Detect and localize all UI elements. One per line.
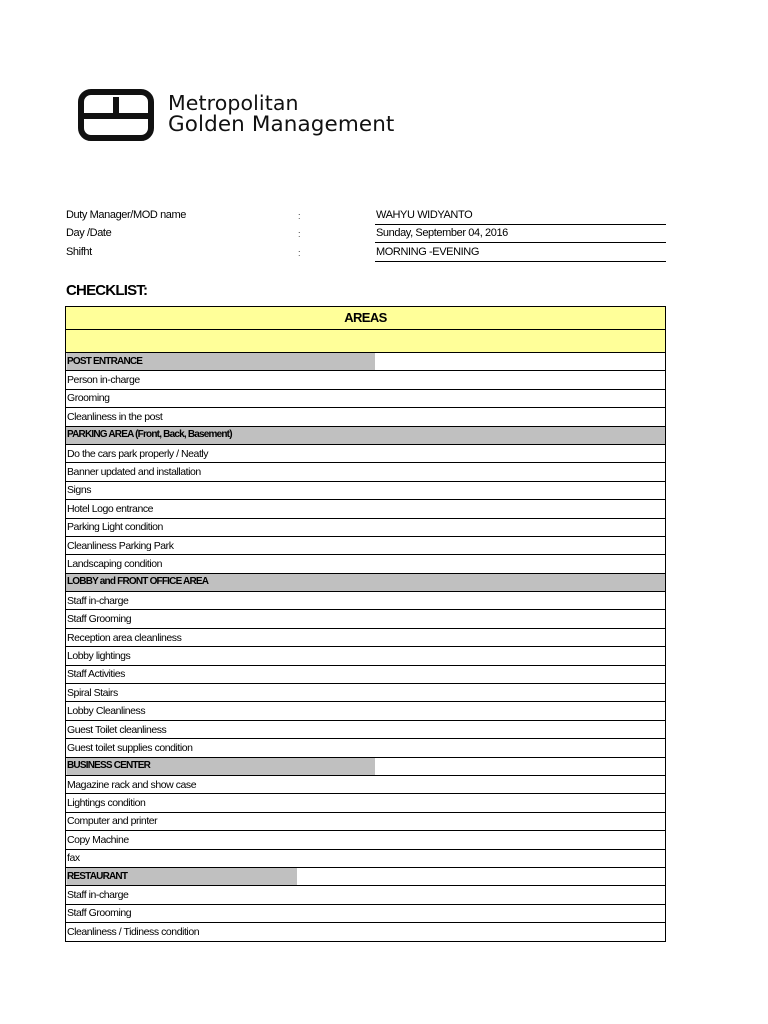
checklist-item: Grooming — [66, 389, 666, 407]
checklist-item: Staff Grooming — [66, 610, 666, 628]
section-title: RESTAURANT — [66, 867, 666, 885]
checklist-item: Cleanliness / Tidiness condition — [66, 923, 666, 941]
checklist-item: Staff in-charge — [66, 886, 666, 904]
checklist-row — [66, 610, 666, 628]
checklist-row — [66, 463, 666, 481]
checklist-item: Staff in-charge — [66, 592, 666, 610]
areas-header: AREAS — [66, 307, 666, 330]
checklist-row — [66, 628, 666, 646]
section-row — [66, 867, 666, 885]
section-row — [66, 353, 666, 371]
checklist-item: fax — [66, 849, 666, 867]
checklist-item: Lobby Cleanliness — [66, 702, 666, 720]
checklist-row — [66, 555, 666, 573]
checklist-item: Hotel Logo entrance — [66, 500, 666, 518]
checklist-item: Do the cars park properly / Neatly — [66, 444, 666, 462]
checklist-row — [66, 408, 666, 426]
info-label: Day /Date — [66, 227, 112, 240]
checklist-row — [66, 444, 666, 462]
info-row-shift — [66, 243, 666, 261]
checklist-item: Guest toilet supplies condition — [66, 739, 666, 757]
info-row-duty-manager — [66, 206, 666, 224]
checklist-row — [66, 831, 666, 849]
checklist-row — [66, 812, 666, 830]
info-row-day-date — [66, 224, 666, 242]
duty-info-block — [66, 206, 666, 261]
checklist-row — [66, 886, 666, 904]
checklist-item: Spiral Stairs — [66, 684, 666, 702]
info-label: Duty Manager/MOD name — [66, 209, 186, 221]
checklist-row — [66, 665, 666, 683]
checklist-row — [66, 371, 666, 389]
checklist-item: Computer and printer — [66, 812, 666, 830]
checklist-item: Person in-charge — [66, 371, 666, 389]
section-row — [66, 426, 666, 444]
checklist-row — [66, 647, 666, 665]
checklist-row — [66, 702, 666, 720]
checklist-item: Parking Light condition — [66, 518, 666, 536]
checklist-row — [66, 389, 666, 407]
info-colon: : — [298, 247, 301, 258]
section-title: POST ENTRANCE — [66, 353, 666, 371]
checklist-row — [66, 720, 666, 738]
checklist-item: Magazine rack and show case — [66, 775, 666, 793]
info-value-shift: MORNING -EVENING — [375, 246, 666, 262]
company-name-line2: Golden Management — [168, 112, 395, 137]
table-header-row — [66, 307, 666, 330]
checklist-row — [66, 500, 666, 518]
checklist-item: Copy Machine — [66, 831, 666, 849]
checklist-item: Lightings condition — [66, 794, 666, 812]
info-value-day-date: Sunday, September 04, 2016 — [375, 227, 666, 243]
company-logo — [78, 89, 458, 143]
checklist-row — [66, 481, 666, 499]
info-label: Shifht — [66, 245, 92, 258]
info-colon: : — [298, 229, 301, 240]
checklist-row — [66, 794, 666, 812]
section-title: BUSINESS CENTER — [66, 757, 666, 775]
checklist-item: Staff Grooming — [66, 904, 666, 922]
checklist-row — [66, 923, 666, 941]
section-title: LOBBY and FRONT OFFICE AREA — [66, 573, 666, 591]
section-title: PARKING AREA (Front, Back, Basement) — [66, 426, 666, 444]
header-spacer-cell — [66, 330, 666, 353]
checklist-title: CHECKLIST: — [66, 282, 148, 299]
checklist-table — [65, 306, 666, 942]
checklist-item: Cleanliness Parking Park — [66, 536, 666, 554]
section-row — [66, 573, 666, 591]
info-value-duty-manager: WAHYU WIDYANTO — [375, 209, 666, 225]
company-logo-mark — [78, 89, 154, 141]
checklist-row — [66, 536, 666, 554]
checklist-item: Cleanliness in the post — [66, 408, 666, 426]
checklist-row — [66, 849, 666, 867]
checklist-row — [66, 904, 666, 922]
checklist-item: Signs — [66, 481, 666, 499]
checklist-item: Staff Activities — [66, 665, 666, 683]
checklist-item: Reception area cleanliness — [66, 628, 666, 646]
checklist-row — [66, 739, 666, 757]
checklist-row — [66, 592, 666, 610]
checklist-item: Guest Toilet cleanliness — [66, 720, 666, 738]
table-header-spacer-row — [66, 330, 666, 353]
checklist-item: Landscaping condition — [66, 555, 666, 573]
company-name-line1: Metropolitan — [168, 91, 299, 115]
checklist-row — [66, 684, 666, 702]
checklist-item: Banner updated and installation — [66, 463, 666, 481]
company-name — [168, 92, 394, 136]
checklist-row — [66, 775, 666, 793]
section-row — [66, 757, 666, 775]
checklist-item: Lobby lightings — [66, 647, 666, 665]
checklist-row — [66, 518, 666, 536]
info-colon: : — [298, 211, 301, 221]
